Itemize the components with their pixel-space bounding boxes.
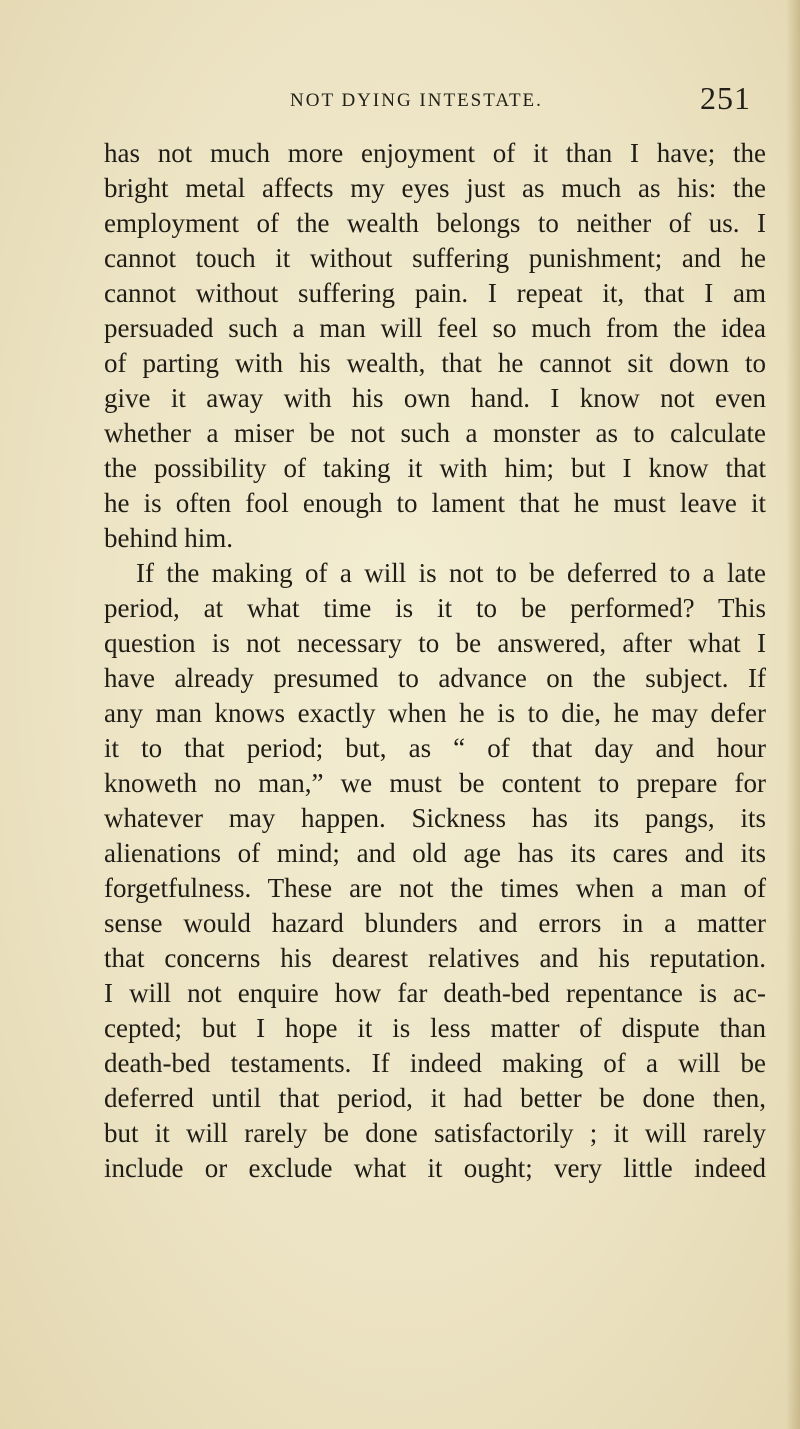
text-line: but it will rarely be done satisfactorily ; it will rarely bbox=[104, 1118, 766, 1148]
text-line: death-bed testaments. If indeed making of a will be bbox=[104, 1048, 766, 1078]
text-line: sense would hazard blunders and errors in a matter bbox=[104, 908, 766, 938]
text-line: cepted; but I hope it is less matter of dispute than bbox=[104, 1013, 766, 1043]
text-line: have already presumed to advance on the subject. If bbox=[104, 663, 766, 693]
page-header bbox=[0, 82, 800, 122]
text-line: of parting with his wealth, that he cannot sit down to bbox=[104, 348, 766, 378]
text-line: include or exclude what it ought; very little indeed bbox=[104, 1153, 766, 1183]
text-line: I will not enquire how far death-bed repentance is ac- bbox=[104, 978, 766, 1008]
text-line: deferred until that period, it had better be done then, bbox=[104, 1083, 766, 1113]
text-line: whatever may happen. Sickness has its pangs, its bbox=[104, 803, 766, 833]
text-line: period, at what time is it to be performed? This bbox=[104, 593, 766, 623]
page-number: 251 bbox=[700, 80, 751, 116]
text-line: bright metal affects my eyes just as much as his: the bbox=[104, 173, 766, 203]
text-line: whether a miser be not such a monster as to calculate bbox=[104, 418, 766, 448]
text-line: has not much more enjoyment of it than I have; the bbox=[104, 138, 766, 168]
text-line: cannot without suffering pain. I repeat it, that I am bbox=[104, 278, 766, 308]
body-text bbox=[104, 136, 766, 1186]
text-line: cannot touch it without suffering punishment; and he bbox=[104, 243, 766, 273]
text-line: that concerns his dearest relatives and his reputation. bbox=[104, 943, 766, 973]
text-line: If the making of a will is not to be deferred to a late bbox=[136, 558, 766, 588]
running-head: NOT DYING INTESTATE. bbox=[290, 90, 543, 111]
text-line: the possibility of taking it with him; but I know that bbox=[104, 453, 766, 483]
text-line: knoweth no man,” we must be content to prepare for bbox=[104, 768, 766, 798]
text-line: alienations of mind; and old age has its cares and its bbox=[104, 838, 766, 868]
text-line: forgetfulness. These are not the times when a man of bbox=[104, 873, 766, 903]
text-line: any man knows exactly when he is to die, he may defer bbox=[104, 698, 766, 728]
text-line: persuaded such a man will feel so much from the idea bbox=[104, 313, 766, 343]
text-line: question is not necessary to be answered, after what I bbox=[104, 628, 766, 658]
text-line: it to that period; but, as “ of that day and hour bbox=[104, 733, 766, 763]
text-line: behind him. bbox=[104, 523, 233, 553]
text-line: he is often fool enough to lament that he must leave it bbox=[104, 488, 766, 518]
text-line: employment of the wealth belongs to neither of us. I bbox=[104, 208, 766, 238]
text-line: give it away with his own hand. I know not even bbox=[104, 383, 766, 413]
